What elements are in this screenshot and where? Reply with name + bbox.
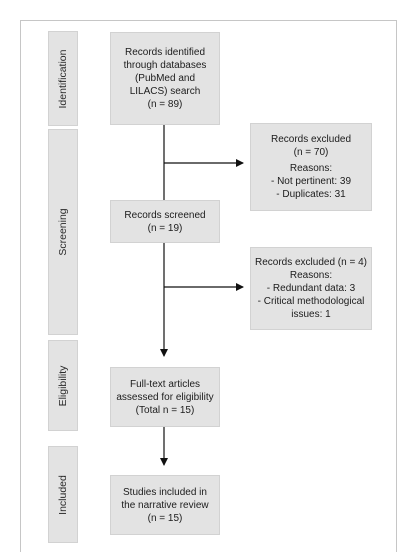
stage-identification-label: Identification [57,49,69,108]
excluded-second-line-2: Reasons: [289,270,333,281]
excluded-second-line-3: - Redundant data: 3 [266,283,356,294]
records-excluded-second-box [250,247,372,330]
stage-eligibility-label: Eligibility [57,365,69,406]
fulltext-assessed-box [110,367,220,427]
records-excluded-first-box [250,123,372,211]
excluded-second-line-1: Records excluded (n = 4) [254,257,367,268]
excluded-second-line-5: issues: 1 [291,309,331,320]
records-identified-line-1: Records identified [124,47,206,58]
included-line-3: (n = 15) [147,512,183,524]
excluded-first-line-4: - Not pertinent: 39 [270,176,352,187]
excluded-first-line-3: Reasons: [289,163,333,174]
fulltext-line-1: Full-text articles [129,378,200,390]
excluded-second-line-4: - Critical methodological [257,296,365,307]
records-identified-box [110,32,220,125]
records-screened-box [110,200,220,243]
excluded-first-line-1: Records excluded [270,134,352,145]
fulltext-line-2: assessed for eligibility [116,391,214,403]
stage-included-label: Included [57,474,69,515]
excluded-first-line-5: - Duplicates: 31 [276,189,346,200]
records-identified-line-2: through databases [123,60,207,71]
records-identified-line-5: (n = 89) [147,99,183,110]
studies-included-box [110,475,220,535]
records-screened-line-2: (n = 19) [147,222,183,234]
fulltext-line-3: (Total n = 15) [135,404,195,416]
included-line-2: the narrative review [121,499,209,511]
included-line-1: Studies included in [123,486,207,498]
stage-screening-label: Screening [57,208,69,256]
records-identified-line-3: (PubMed and [134,73,196,84]
excluded-first-line-2: (n = 70) [293,147,329,158]
records-screened-line-1: Records screened [124,209,206,221]
records-identified-line-4: LILACS) search [129,86,201,97]
